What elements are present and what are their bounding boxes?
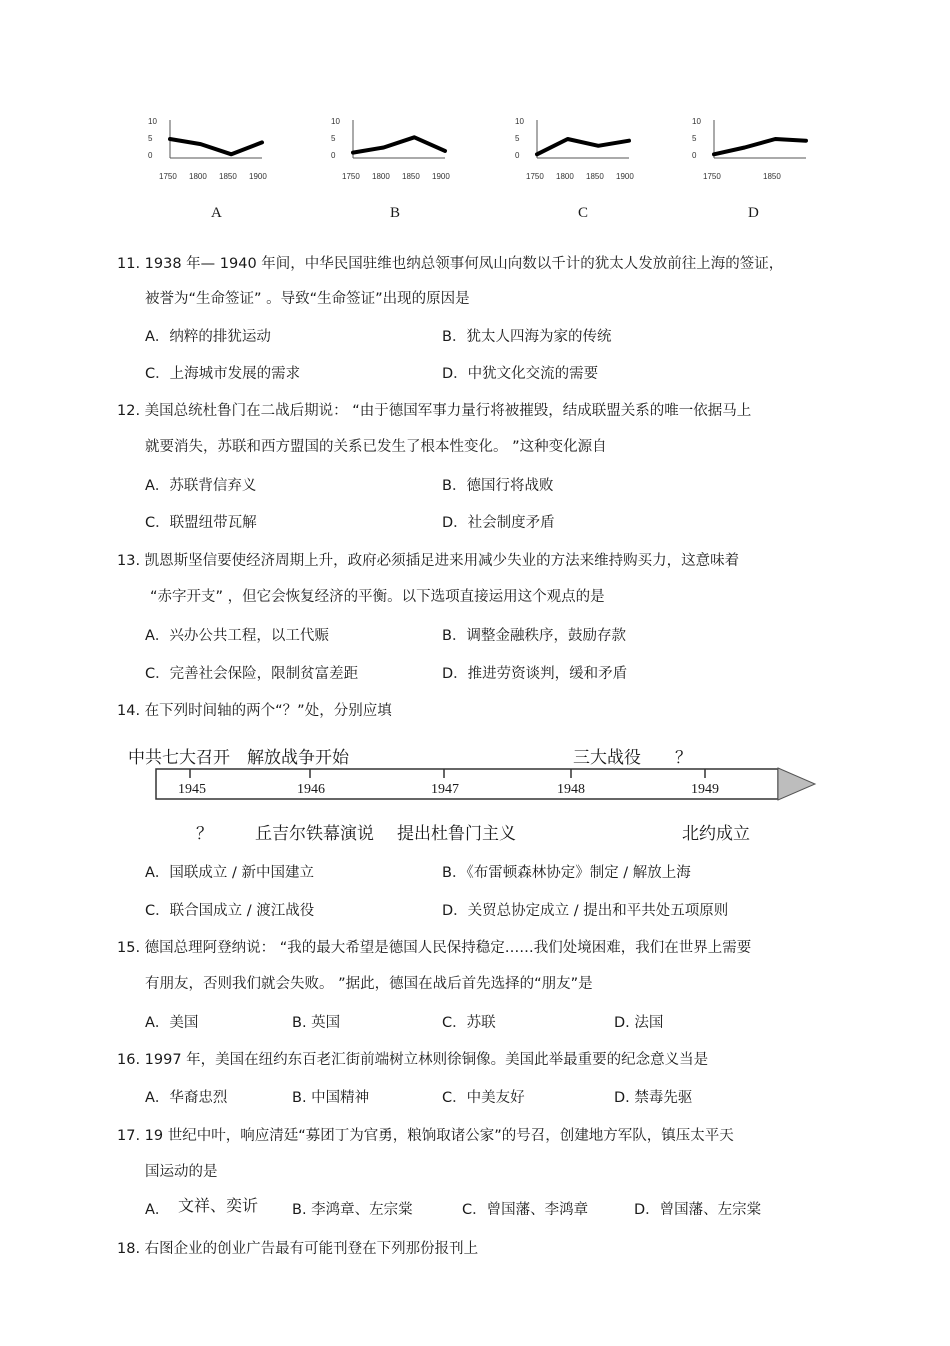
chart-option-label: A (211, 205, 222, 221)
timeline-bottom-label: 提出杜鲁门主义 (397, 824, 516, 844)
timeline-year: 1946 (297, 782, 325, 797)
q13-stem-line1: 13. 凯恩斯坚信要使经济周期上升，政府必须插足进来用减少失业的方法来维持购买力，这意味着 (117, 553, 740, 569)
chart-x-tick-label: 1850 (219, 172, 237, 181)
chart-y-tick-label: 5 (692, 134, 697, 143)
chart-series-line (170, 139, 262, 154)
q14-option-d: D．关贸总协定成立 / 提出和平共处五项原则 (442, 903, 729, 919)
q16-stem-line1: 16. 1997 年，美国在纽约东百老汇街前端树立林则徐铜像。美国此举最重要的纪念意义当是 (117, 1052, 709, 1068)
timeline-top-label: 解放战争开始 (247, 748, 349, 768)
q14-option-c: C．联合国成立 / 渡江战役 (145, 903, 315, 919)
q18-stem-line1: 18. 右图企业的创业广告最有可能刊登在下列那份报刊上 (117, 1241, 479, 1257)
q13-option-a: A．兴办公共工程，以工代赈 (145, 628, 329, 644)
q14-stem-line1: 14. 在下列时间轴的两个“？”处，分别应填 (117, 703, 392, 719)
q13-option-b: B．调整金融秩序，鼓励存款 (442, 628, 626, 644)
q11-option-b: B．犹太人四海为家的传统 (442, 329, 612, 345)
chart-y-tick-label: 5 (148, 134, 153, 143)
q16-option-b: B. 中国精神 (292, 1090, 370, 1106)
chart-y-tick-label: 0 (692, 151, 697, 160)
q12-option-d: D．社会制度矛盾 (442, 515, 555, 531)
chart-x-tick-label: 1800 (556, 172, 574, 181)
chart-x-tick-label: 1750 (526, 172, 544, 181)
timeline-arrow (778, 768, 815, 800)
chart-y-tick-label: 0 (148, 151, 153, 160)
chart-y-tick-label: 0 (331, 151, 336, 160)
timeline-year: 1945 (178, 782, 206, 797)
timeline-top-label: ？ (675, 748, 692, 768)
timeline-bottom-label: ？ (196, 824, 213, 844)
chart-series-line (714, 139, 806, 154)
chart-x-tick-label: 1750 (342, 172, 360, 181)
chart-y-tick-label: 5 (331, 134, 336, 143)
chart-y-tick-label: 10 (148, 117, 157, 126)
timeline-year: 1947 (431, 782, 459, 797)
q14-option-a: A．国联成立 / 新中国建立 (145, 865, 315, 881)
timeline-top-label: 三大战役 (573, 748, 641, 768)
chart-x-tick-label: 1800 (372, 172, 390, 181)
chart-series-line (353, 137, 445, 152)
timeline-bottom-label: 北约成立 (682, 824, 750, 844)
q15-option-b: B. 英国 (292, 1015, 341, 1031)
q17-stem-line2: 国运动的是 (145, 1164, 218, 1180)
q16-option-a: A．华裔忠烈 (145, 1090, 228, 1106)
chart-y-tick-label: 5 (515, 134, 520, 143)
timeline-bar (156, 769, 778, 799)
q13-stem-line2: “赤字开支” ，但它会恢复经济的平衡。以下选项直接运用这个观点的是 (150, 589, 605, 605)
q16-option-d: D. 禁毒先驱 (614, 1090, 693, 1106)
chart-option-label: B (390, 205, 401, 221)
chart-x-tick-label: 1850 (402, 172, 420, 181)
q17-option-c: C．曾国藩、李鸿章 (462, 1202, 589, 1218)
q15-option-a: A．美国 (145, 1015, 199, 1031)
q12-option-b: B．德国行将战败 (442, 478, 554, 494)
q11-option-c: C．上海城市发展的需求 (145, 366, 301, 382)
timeline-year: 1949 (691, 782, 719, 797)
chart-x-tick-label: 1900 (432, 172, 450, 181)
q17-stem-line1: 17. 19 世纪中叶，响应清廷“募团丁为官勇，粮饷取诸公家”的号召，创建地方军队，镇压太平天 (117, 1128, 734, 1144)
q17-option-b: B. 李鸿章、左宗棠 (292, 1202, 413, 1218)
q13-option-c: C．完善社会保险，限制贫富差距 (145, 666, 359, 682)
q11-stem-line2: 被誉为“生命签证” 。导致“生命签证”出现的原因是 (145, 291, 470, 307)
chart-y-tick-label: 0 (515, 151, 520, 160)
q15-stem-line1: 15. 德国总理阿登纳说： “我的最大希望是德国人民保持稳定……我们处境困难，我们在世界上需要 (117, 940, 752, 956)
chart-x-tick-label: 1900 (616, 172, 634, 181)
q12-stem-line2: 就要消失，苏联和西方盟国的关系已发生了根本性变化。 ”这种变化源自 (145, 439, 607, 455)
q16-option-c: C．中美友好 (442, 1090, 525, 1106)
timeline-year: 1948 (557, 782, 585, 797)
chart-x-tick-label: 1850 (763, 172, 781, 181)
q12-option-a: A．苏联背信弃义 (145, 478, 257, 494)
q11-option-d: D．中犹文化交流的需要 (442, 366, 599, 382)
q17-option-a-prefix: A． (145, 1202, 170, 1218)
q14-option-b: B．《布雷顿森林协定》制定 / 解放上海 (442, 865, 691, 881)
q11-stem-line1: 11. 1938 年— 1940 年间，中华民国驻维也纳总领事何凤山向数以千计的犹太人发放前往上海的签证， (117, 256, 784, 272)
chart-x-tick-label: 1750 (159, 172, 177, 181)
q11-option-a: A．纳粹的排犹运动 (145, 329, 271, 345)
chart-option-label: D (748, 205, 759, 221)
chart-x-tick-label: 1750 (703, 172, 721, 181)
chart-y-tick-label: 10 (331, 117, 340, 126)
q17-option-d: D．曾国藩、左宗棠 (634, 1202, 762, 1218)
q15-stem-line2: 有朋友，否则我们就会失败。 ”据此，德国在战后首先选择的“朋友”是 (145, 976, 593, 992)
q15-option-c: C．苏联 (442, 1015, 496, 1031)
q12-option-c: C．联盟纽带瓦解 (145, 515, 257, 531)
chart-x-tick-label: 1850 (586, 172, 604, 181)
chart-series-line (537, 139, 629, 154)
q13-option-d: D．推进劳资谈判，缓和矛盾 (442, 666, 628, 682)
timeline-bottom-label: 丘吉尔铁幕演说 (255, 824, 374, 844)
chart-y-tick-label: 10 (515, 117, 524, 126)
timeline-top-label: 中共七大召开 (128, 748, 230, 768)
chart-option-label: C (578, 205, 589, 221)
chart-x-tick-label: 1900 (249, 172, 267, 181)
q15-option-d: D. 法国 (614, 1015, 664, 1031)
q17-option-a-text: 文祥、奕䜣 (178, 1196, 259, 1215)
q12-stem-line1: 12. 美国总统杜鲁门在二战后期说： “由于德国军事力量行将被摧毁，结成联盟关系的唯一依据马上 (117, 403, 752, 419)
chart-x-tick-label: 1800 (189, 172, 207, 181)
chart-y-tick-label: 10 (692, 117, 701, 126)
